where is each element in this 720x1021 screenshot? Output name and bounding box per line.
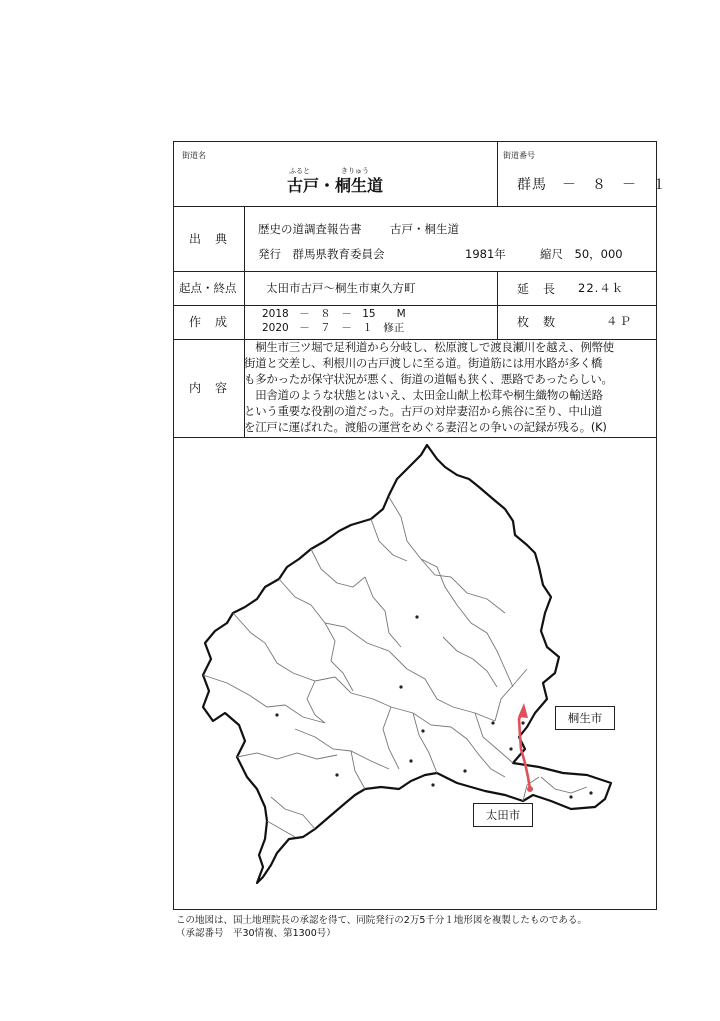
road-name: 古戸・桐生道	[287, 176, 384, 195]
content-label: 内 容	[189, 381, 229, 395]
content-line: も多かったが保守状況が悪く、街道の道幅も狭く、悪路であったらしい。	[244, 372, 613, 386]
length-label: 延 長	[517, 282, 557, 296]
divider	[173, 305, 657, 306]
footer-line: （承認番号 平30情複、第1300号）	[176, 928, 336, 939]
content-line: 桐生市三ツ堀で足利道から分岐し、松原渡しで渡良瀬川を越え、例幣使	[244, 340, 614, 354]
content-text	[244, 339, 654, 435]
divider	[173, 206, 657, 207]
points-value: 太田市古戸～桐生市東久方町	[266, 281, 416, 295]
source-label: 出 典	[189, 232, 229, 246]
created-label: 作 成	[189, 315, 229, 329]
road-name-label: 街道名	[182, 151, 206, 160]
source-scale: 縮尺 50，000	[540, 247, 623, 261]
points-label: 起点・終点	[179, 281, 237, 295]
road-name-ruby: きりゅう	[341, 167, 369, 175]
route-arrow	[518, 703, 528, 718]
footer-note	[176, 914, 587, 940]
source-year: 1981年	[465, 247, 506, 261]
created-date: 2018 － ８ － 15 M	[262, 308, 406, 320]
prefecture-outline	[203, 445, 611, 883]
pages-value: ４Ｐ	[606, 314, 633, 328]
divider	[497, 141, 498, 206]
road-number-label: 街道番号	[503, 151, 535, 160]
source-subject: 古戸・桐生道	[390, 222, 459, 236]
content-line: 街道と交差し、利根川の古戸渡しに至る道。街道筋には用水路が多く橋	[244, 356, 603, 370]
road-name-ruby: ふると	[289, 167, 310, 175]
road-number: 群馬 － ８ － １	[517, 177, 667, 193]
route-start-marker	[527, 786, 533, 792]
length-value: 22.４ｋ	[578, 281, 625, 295]
kiryu-city-label: 桐生市	[555, 706, 615, 730]
content-line: 田舎道のような状態とはいえ、太田金山献上松茸や桐生織物の輸送路	[244, 388, 603, 402]
content-line: を江戸に運ばれた。渡船の運営をめぐる妻沼との争いの記録が残る。(K)	[244, 420, 607, 434]
divider	[497, 271, 498, 339]
footer-line: この地図は、国土地理院長の承認を得て、同院発行の2万5千分１地形図を複製したものである。	[176, 915, 587, 926]
ota-city-label: 太田市	[473, 803, 533, 827]
gunma-map	[175, 437, 655, 907]
divider	[173, 271, 657, 272]
source-title: 歴史の道調査報告書	[258, 222, 362, 236]
revised-date: 2020 － ７ － １ 修正	[262, 322, 405, 334]
content-line: という重要な役割の道だった。古戸の対岸妻沼から熊谷に至り、中山道	[244, 404, 603, 418]
source-publisher: 発行 群馬県教育委員会	[258, 247, 385, 261]
pages-label: 枚 数	[517, 315, 557, 329]
